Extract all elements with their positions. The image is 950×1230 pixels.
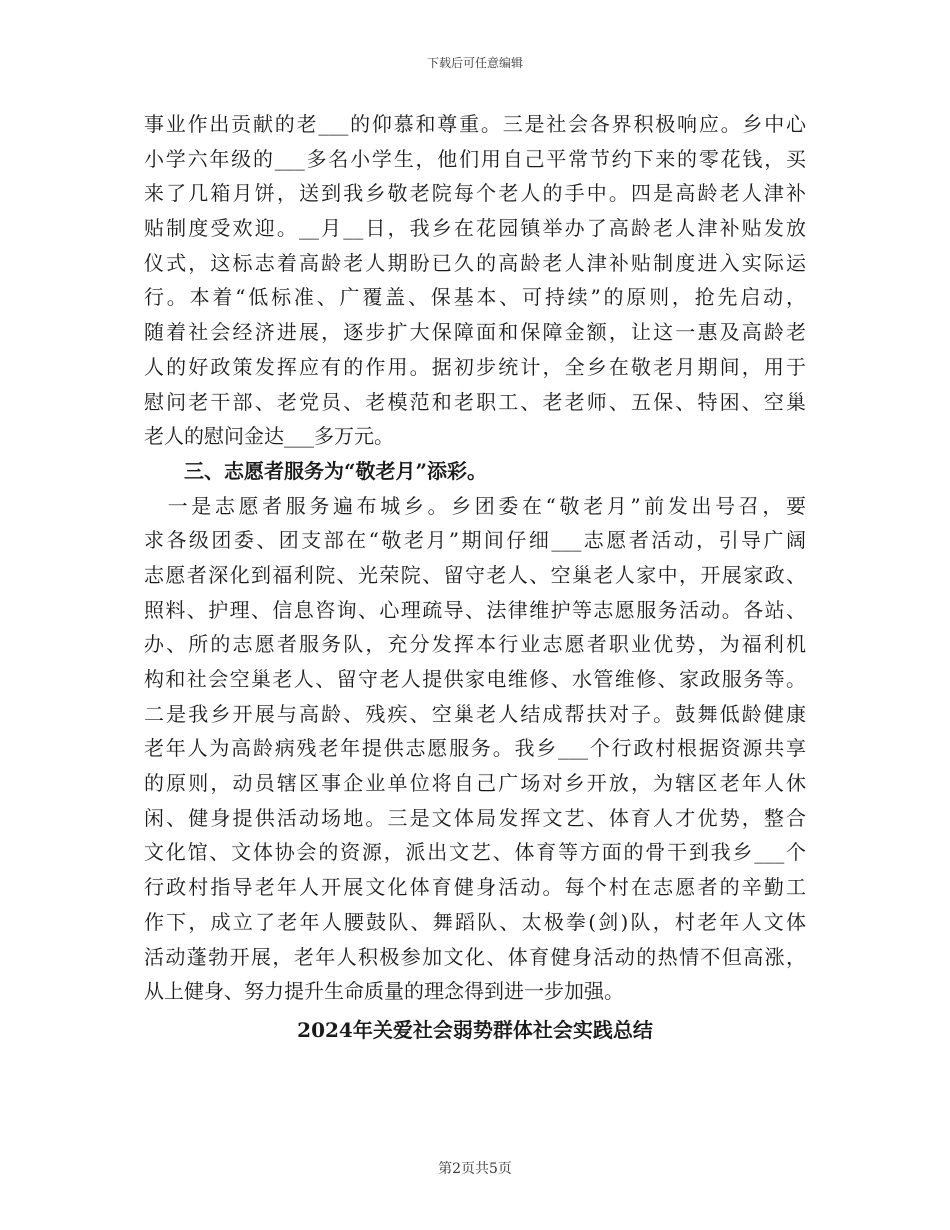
document-body (144, 107, 806, 1048)
section-line: 老年人为高龄病残老年提供志愿服务。我乡___个行政村根据资源共享 (144, 736, 806, 761)
body-line: 行。本着“低标准、广覆盖、保基本、可持续”的原则，抢先启动， (144, 285, 806, 310)
body-line: 贴制度受欢迎。__月__日，我乡在花园镇举办了高龄老人津补贴发放 (144, 216, 806, 241)
body-line: 慰问老干部、老党员、老模范和老职工、老老师、五保、特困、空巢 (144, 389, 806, 414)
body-line: 老人的慰问金达___多万元。 (144, 424, 394, 449)
page-header-note: 下载后可任意编辑 (426, 56, 523, 70)
section-heading: 三、志愿者服务为“敬老月”添彩。 (184, 458, 488, 483)
page-footer: 第2页共5页 (438, 1161, 512, 1177)
body-line: 随着社会经济进展，逐步扩大保障面和保障金额，让这一惠及高龄老 (144, 320, 806, 345)
document-title: 2024年关爱社会弱势群体社会实践总结 (297, 1017, 653, 1042)
section-line: 求各级团委、团支部在“敬老月”期间仔细___志愿者活动，引导广阔 (144, 528, 806, 553)
body-line: 来了几箱月饼，送到我乡敬老院每个老人的手中。四是高龄老人津补 (144, 181, 806, 206)
body-line: 仪式，这标志着高龄老人期盼已久的高龄老人津补贴制度进入实际运 (144, 250, 806, 275)
section-line: 构和社会空巢老人、留守老人提供家电维修、水管维修、家政服务等。 (144, 667, 806, 691)
section-line: 闲、健身提供活动场地。三是文体局发挥文艺、体育人才优势，整合 (144, 805, 806, 830)
section-line: 办、所的志愿者服务队，充分发挥本行业志愿者职业优势，为福利机 (144, 632, 806, 657)
section-line: 二是我乡开展与高龄、残疾、空巢老人结成帮扶对子。鼓舞低龄健康 (144, 701, 806, 726)
section-line: 志愿者深化到福利院、光荣院、留守老人、空巢老人家中，开展家政、 (144, 562, 806, 587)
section-line: 的原则，动员辖区事企业单位将自己广场对乡开放，为辖区老年人休 (144, 771, 806, 796)
section-line: 从上健身、努力提升生命质量的理念得到进一步加强。 (144, 979, 624, 1004)
body-line: 人的好政策发挥应有的作用。据初步统计，全乡在敬老月期间，用于 (144, 354, 806, 379)
section-line: 作下，成立了老年人腰鼓队、舞蹈队、太极拳(剑)队，村老年人文体 (144, 909, 806, 934)
section-line: 文化馆、文体协会的资源，派出文艺、体育等方面的骨干到我乡___个 (144, 840, 806, 865)
section-line: 活动蓬勃开展，老年人积极参加文化、体育健身活动的热情不但高涨， (144, 944, 806, 969)
section-line: 行政村指导老年人开展文化体育健身活动。每个村在志愿者的辛勤工 (144, 875, 806, 900)
section-line: 一是志愿者服务遍布城乡。乡团委在“敬老月”前发出号召，要 (144, 493, 806, 518)
body-line: 小学六年级的___多名小学生，他们用自己平常节约下来的零花钱，买 (144, 146, 806, 171)
body-line: 事业作出贡献的老___的仰慕和尊重。三是社会各界积极响应。乡中心 (144, 112, 806, 136)
section-line: 照料、护理、信息咨询、心理疏导、法律维护等志愿服务活动。各站、 (144, 597, 806, 622)
